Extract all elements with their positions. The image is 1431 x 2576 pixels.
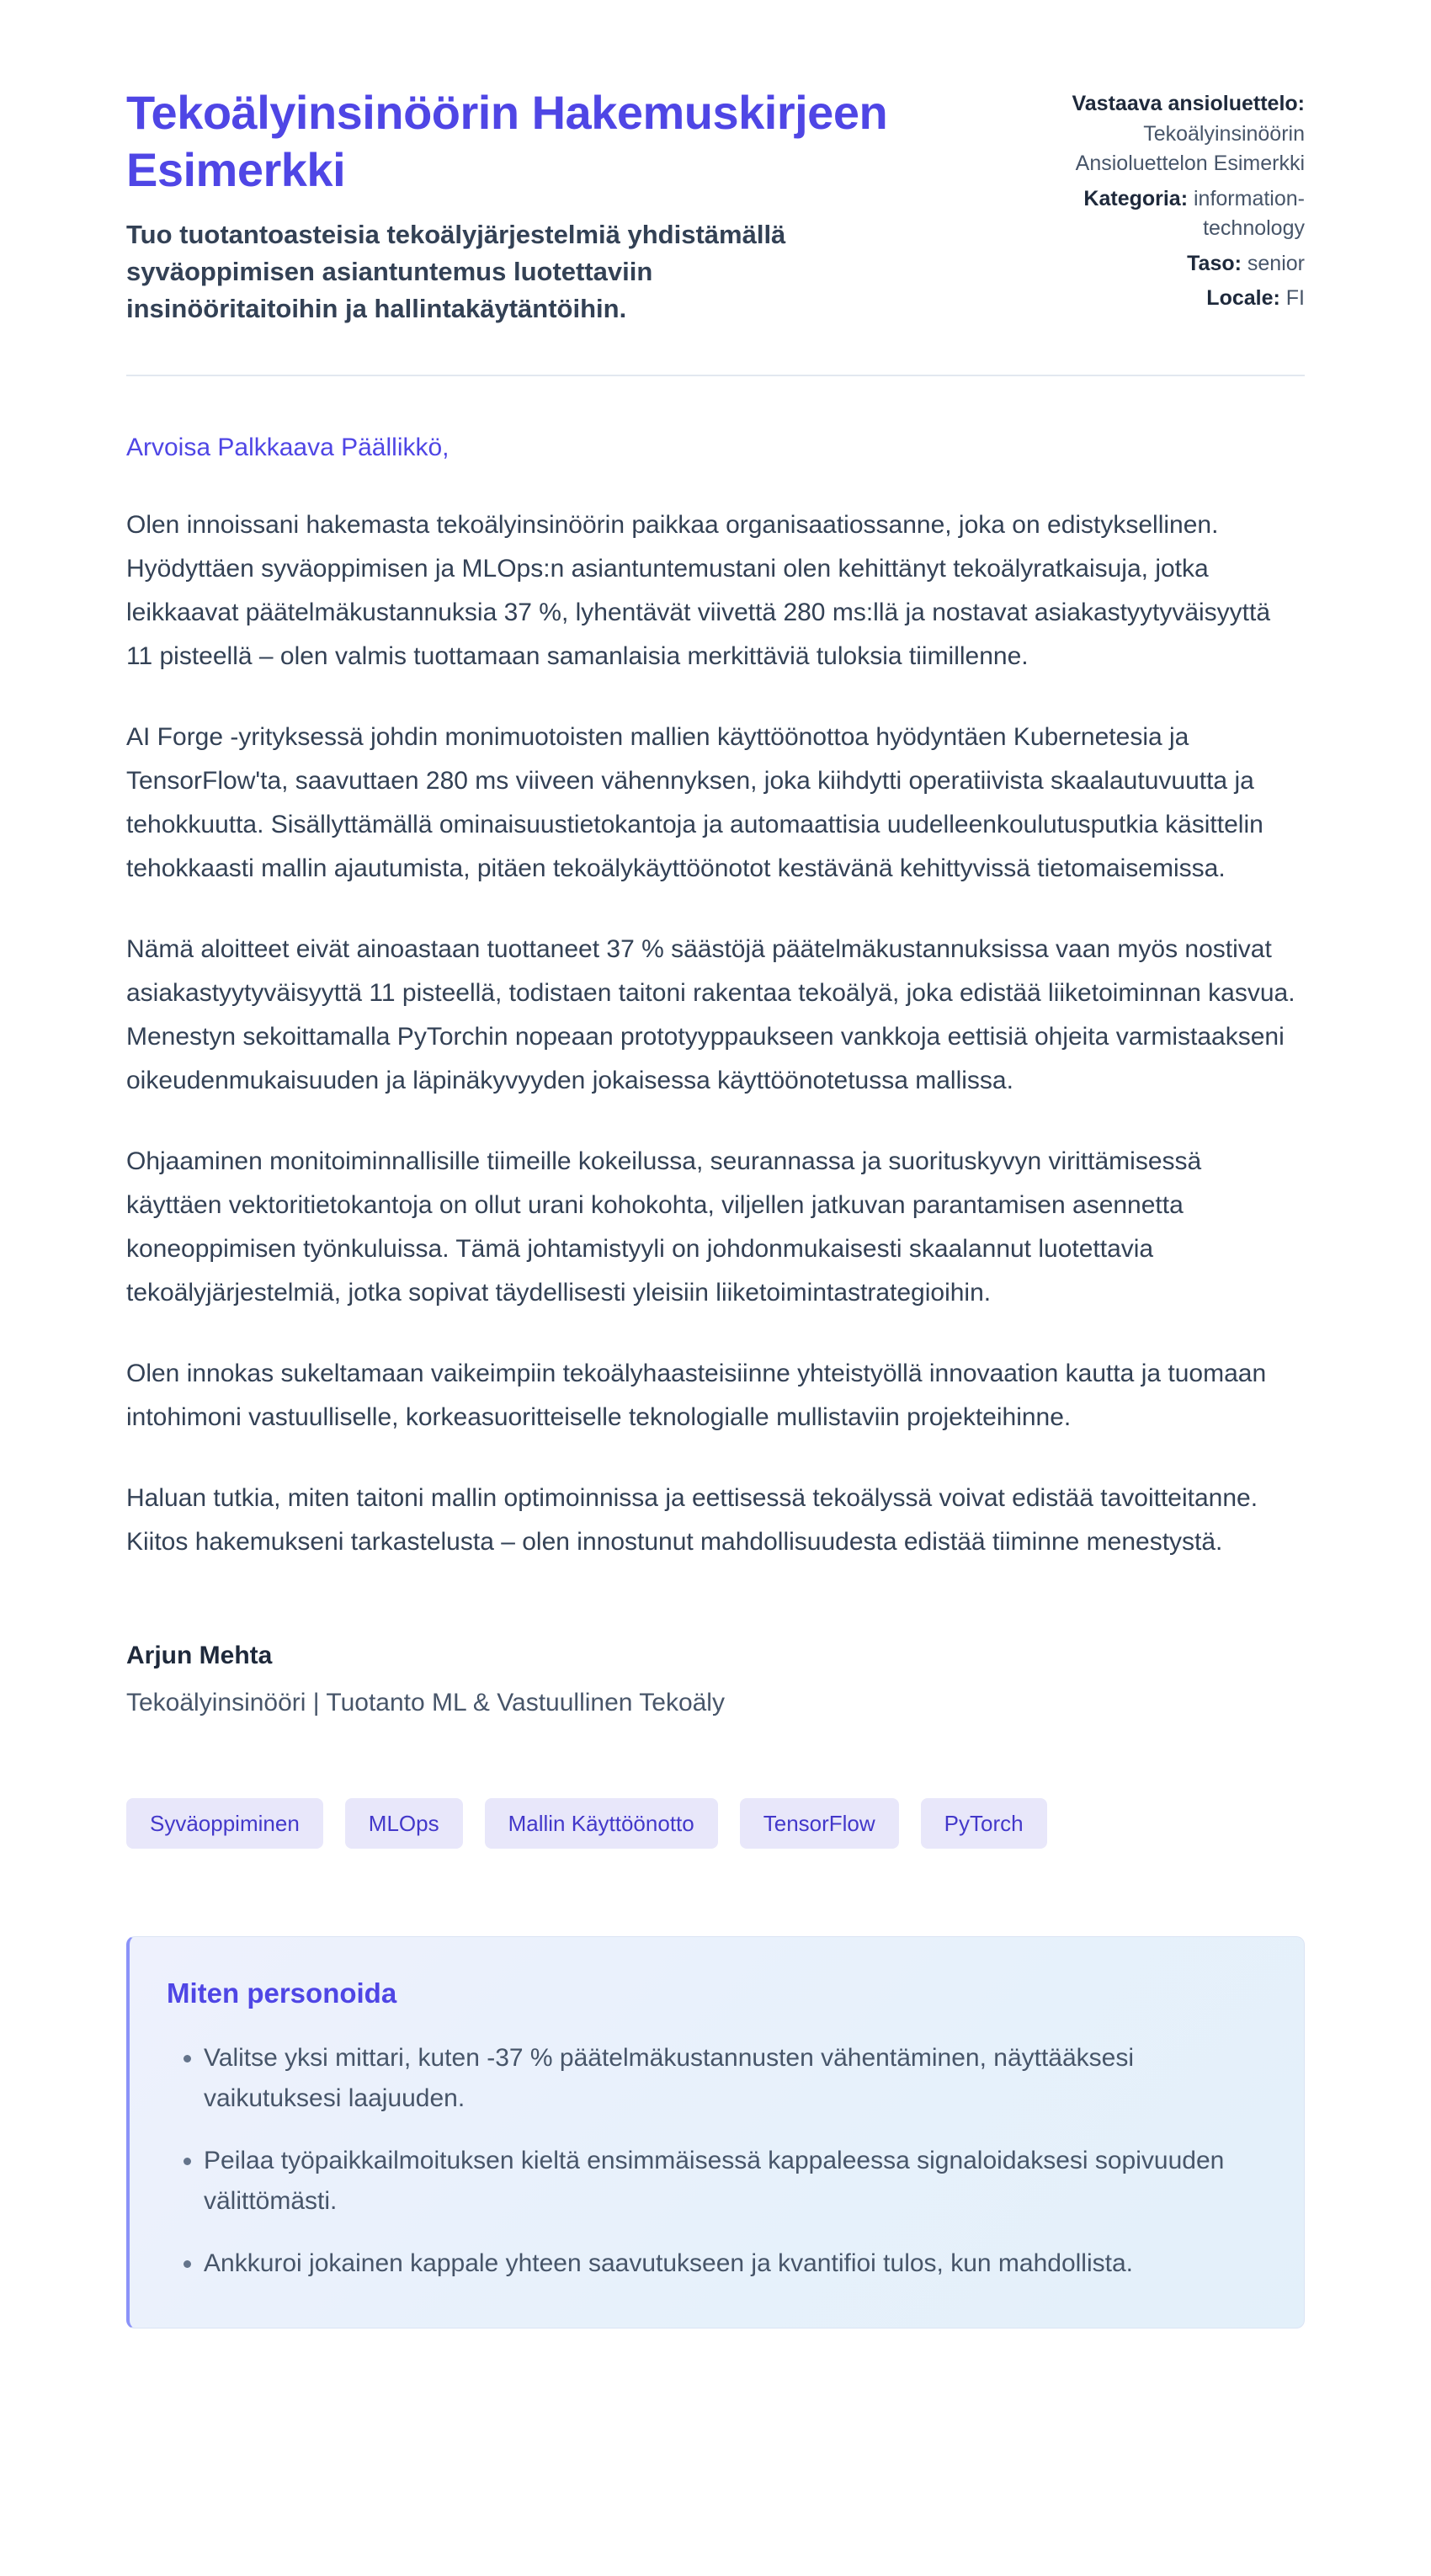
letter-paragraph: Olen innoissani hakemasta tekoälyinsinöörin paikkaa organisaatiossanne, joka on edistyksellinen. Hyödyttäen syväoppimisen ja MLOps:n asiantuntemustani olen kehittänyt tekoälyratkaisuja, jotka leikkaavat päätelmäkustannuksia 37 %, lyhentävät viivettä 280 ms:llä ja nostavat asiakastyytyväisyyttä 11 pisteellä – olen valmis tuottamaan samanlaisia merkittäviä tuloksia tiimillenne. [126,510,1271,670]
meta-row-level [1014,249,1305,279]
letter-paragraph: AI Forge -yrityksessä johdin monimuotoisten mallien käyttöönottoa hyödyntäen Kubernetesia ja TensorFlow'ta, saavuttaen 280 ms viiveen vähennyksen, joka kiihdytti operatiivista skaalautuvuutta ja tehokkuutta. Sisällyttämällä ominaisuustietokantoja ja automaattisia uudelleenkoulutusputkia käsittelin tehokkaasti mallin ajautumista, pitäen tekoälykäyttöönotot kestävänä kehittyvissä tietomaisemissa. [126,722,1263,882]
letter-paragraph: Ohjaaminen monitoiminnallisille tiimeille kokeilussa, seurannassa ja suorituskyvyn virittämisessä käyttäen vektoritietokantoja on ollut urani kohokohta, viljellen jatkuvan parantamisen asennetta koneoppimisen työnkuluissa. Tämä johtamistyyli on johdonmukaisesti skaalannut luotettavia tekoälyjärjestelmiä, jotka sopivat täydellisesti yleisiin liiketoimintastrategioihin. [126,1147,1202,1307]
meta-value-locale: FI [1285,286,1305,310]
callout-item: • Ankkuroi jokainen kappale yhteen saavutukseen ja kvantifioi tulos, kun mahdollista. [204,2243,1257,2284]
letter-paragraph: Haluan tutkia, miten taitoni mallin optimoinnissa ja eettisessä tekoälyssä voivat edistää tavoitteitanne. Kiitos hakemukseni tarkastelusta – olen innostunut mahdollisuudesta edistää tiiminne menestystä. [126,1483,1258,1556]
meta-value-category: information-technology [1194,186,1305,240]
letter-paragraph: Olen innokas sukeltamaan vaikeimpiin tekoälyhaasteisiinne yhteistyöllä innovaation kautta ja tuomaan intohimoni vastuulliselle, korkeasuoritteiselle teknologialle mullistaviin projekteihinne. [126,1359,1267,1431]
callout-list [167,2038,1257,2284]
matching-resume-link[interactable]: Tekoälyinsinöörin Ansioluettelon Esimerkki [1075,121,1305,175]
page-subtitle: Tuo tuotantoasteisia tekoälyjärjestelmiä yhdistämällä syväoppimisen asiantuntemus luotettaviin insinööritaitoihin ja hallintakäytäntöihin. [126,219,786,323]
meta-block [1014,89,1305,319]
letter-body [126,428,1305,1717]
tag-list [126,1798,1305,1849]
signature-name: Arjun Mehta [126,1641,273,1669]
page-title: Tekoälyinsinöörin Hakemuskirjeen Esimerkki [126,86,888,197]
callout-title: Miten personoida [167,1977,397,2009]
header [126,84,1305,327]
meta-label-level: Taso: [1187,251,1242,275]
meta-label-category: Kategoria: [1083,186,1189,210]
letter-paragraph: Nämä aloitteet eivät ainoastaan tuottaneet 37 % säästöjä päätelmäkustannuksissa vaan myös nostivat asiakastyytyväisyyttä 11 pisteellä, todistaen taitoni rakentaa tekoälyä, joka edistää liiketoiminnan kasvua. Menestyn sekoittamalla PyTorchin nopeaan prototyyppaukseen vankkoja eettisiä ohjeita varmistaakseni oikeudenmukaisuuden ja läpinäkyvyyden jokaisessa käyttöönotetussa mallissa. [126,934,1295,1094]
callout-item: • Valitse yksi mittari, kuten -37 % päätelmäkustannusten vähentäminen, näyttääksesi vaikutuksesi laajuuden. [204,2038,1257,2119]
meta-label-resume: Vastaava ansioluettelo: [1072,92,1305,115]
meta-label-locale: Locale: [1206,286,1280,310]
tag-chip[interactable]: MLOps [345,1798,463,1849]
callout-item: • Peilaa työpaikkailmoituksen kieltä ensimmäisessä kappaleessa signaloidaksesi sopivuuden välittömästi. [204,2141,1257,2222]
greeting: Arvoisa Palkkaava Päällikkö, [126,433,450,461]
tag-chip[interactable]: Mallin Käyttöönotto [485,1798,718,1849]
header-left [126,84,964,327]
letter-paragraphs [126,503,1305,1564]
tag-chip[interactable]: TensorFlow [740,1798,899,1849]
meta-value-level: senior [1247,251,1305,275]
tag-chip[interactable]: PyTorch [921,1798,1047,1849]
personalization-callout [126,1936,1305,2329]
tag-chip[interactable]: Syväoppiminen [126,1798,323,1849]
meta-row-category [1014,184,1305,244]
signature-title: Tekoälyinsinööri | Tuotanto ML & Vastuullinen Tekoäly [126,1688,725,1716]
meta-row-locale [1014,284,1305,314]
divider [126,375,1305,376]
meta-row-resume [1014,89,1305,179]
